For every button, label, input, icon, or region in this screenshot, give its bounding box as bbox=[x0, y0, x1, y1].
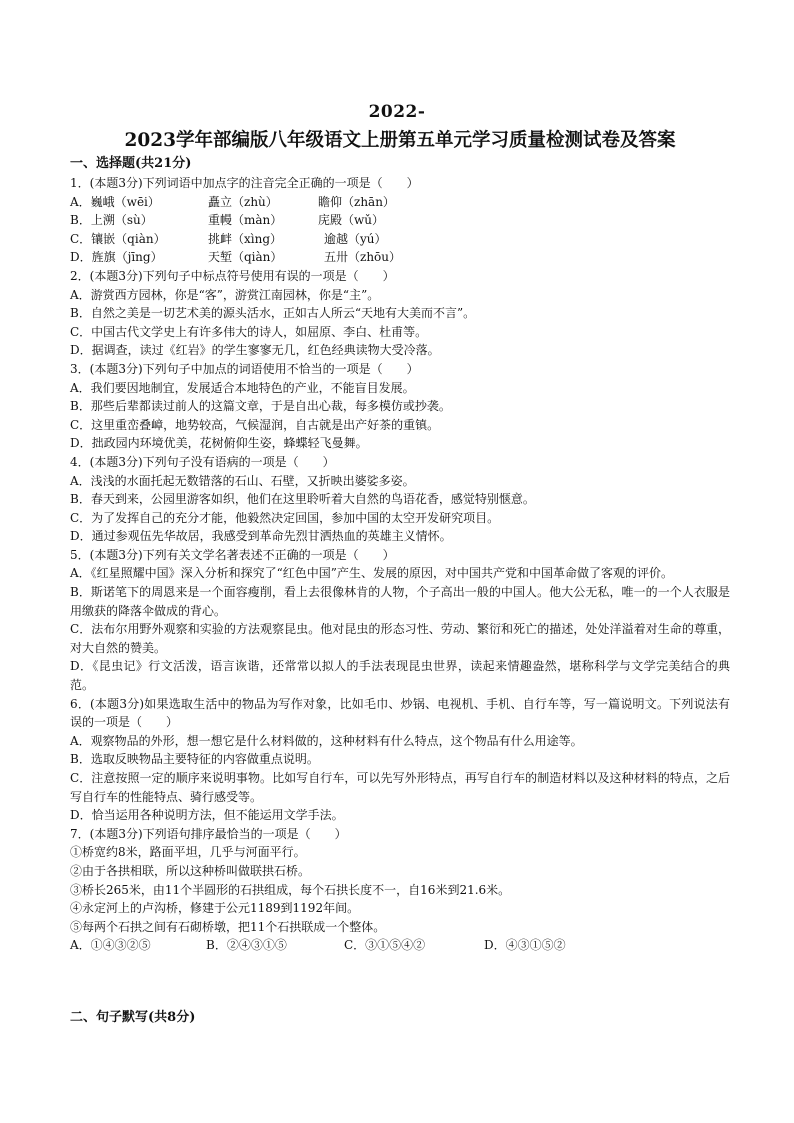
question-5-option-a: A．《红星照耀中国》深入分析和探究了“红色中国”产生、发展的原因，对中国共产党和中国革命做了客观的评价。 bbox=[70, 566, 673, 581]
question-1-option-d bbox=[70, 248, 730, 267]
section-heading-choice: 一、选择题(共21分) bbox=[70, 156, 192, 171]
question-4-option-b: B．春天到来，公园里游客如织，他们在这里聆听着大自然的鸟语花香，感觉特别惬意。 bbox=[70, 492, 535, 507]
option-word: 挑衅（xìng） bbox=[208, 231, 283, 246]
question-6-stem: 6．(本题3分)如果选取生活中的物品为写作对象，比如毛巾、炒锅、电视机、手机、自行车等，写一篇说明文。下列说法有误的一项是（ ） bbox=[70, 696, 730, 730]
question-4-option-c: C．为了发挥自己的充分才能，他毅然决定回国，参加中国的太空开发研究项目。 bbox=[70, 510, 500, 525]
question-4-option-a: A．浅浅的水面托起无数错落的石山、石壁，又折映出婆娑多姿。 bbox=[70, 473, 415, 488]
question-2-option-b: B．自然之美是一切艺术美的源头活水，正如古人所云“天地有大美而不言”。 bbox=[70, 306, 476, 321]
question-7-option-b: B．②④③①⑤ bbox=[206, 938, 287, 953]
question-3-option-c: C．这里重峦叠嶂，地势较高，气候湿润，自古就是出产好茶的重镇。 bbox=[70, 417, 440, 432]
question-5-option-b: B．斯诺笔下的周恩来是一个面容瘦削，看上去很像林肯的人物，个子高出一般的中国人。他大公无私，唯一的一个人衣服是用缴获的降落伞做成的背心。 bbox=[70, 585, 730, 618]
question-5-stem: 5．(本题3分)下列有关文学名著表述不正确的一项是（ ） bbox=[70, 547, 395, 562]
option-word: 矗立（zhù） bbox=[208, 194, 278, 209]
question-2-option-c: C．中国古代文学史上有许多伟大的诗人，如屈原、李白、杜甫等。 bbox=[70, 324, 428, 339]
question-1-option-b bbox=[70, 211, 730, 230]
question-7-sentence-5: ⑤每两个石拱之间有石砌桥墩，把11个石拱联成一个整体。 bbox=[70, 919, 386, 934]
question-4-stem: 4．(本题3分)下列句子没有语病的一项是（ ） bbox=[70, 454, 335, 469]
question-1-stem: 1．(本题3分)下列词语中加点字的注音完全正确的一项是（ ） bbox=[70, 176, 419, 190]
question-3-option-a: A．我们要因地制宜，发展适合本地特色的产业，不能盲目发展。 bbox=[70, 380, 415, 395]
option-word: C．镶嵌（qiàn） bbox=[70, 231, 166, 246]
option-word: 五卅（zhōu） bbox=[324, 250, 402, 265]
page-title-line-1: 2022- bbox=[368, 102, 426, 122]
question-7-option-d: D．④③①⑤② bbox=[484, 938, 566, 953]
section-heading-dictation: 二、句子默写(共8分) bbox=[70, 1010, 196, 1025]
question-2-option-a: A．游赏西方园林，你是“客”，游赏江南园林，你是“主”。 bbox=[70, 287, 380, 302]
question-7-sentence-4: ④永定河上的卢沟桥，修建于公元1189到1192年间。 bbox=[70, 901, 360, 916]
question-7-option-a: A．①④③②⑤ bbox=[70, 938, 151, 953]
question-7-sentence-3: ③桥长265米，由11个半圆形的石拱组成，每个石拱长度不一，自16米到21.6米。 bbox=[70, 882, 511, 897]
question-7-sentence-2: ②由于各拱相联，所以这种桥叫做联拱石桥。 bbox=[70, 863, 311, 878]
question-1-option-c bbox=[70, 230, 730, 249]
question-4-option-d: D．通过参观伍先华故居，我感受到革命先烈甘洒热血的英雄主义情怀。 bbox=[70, 529, 452, 544]
option-word: D．旌旗（jīng） bbox=[70, 250, 163, 265]
question-1-option-a bbox=[70, 193, 730, 212]
option-word: A．巍峨（wēi） bbox=[70, 194, 160, 209]
question-7-options bbox=[70, 936, 730, 955]
question-5-option-c: C．法布尔用野外观察和实验的方法观察昆虫。他对昆虫的形态习性、劳动、繁衍和死亡的描述，处处洋溢着对生命的尊重，对大自然的赞美。 bbox=[70, 622, 730, 655]
question-list bbox=[70, 174, 730, 955]
question-7-stem: 7．(本题3分)下列语句排序最恰当的一项是（ ） bbox=[70, 826, 347, 841]
question-3-stem: 3．(本题3分)下列句子中加点的词语使用不恰当的一项是（ ） bbox=[70, 361, 419, 376]
option-word: 庑殿（wǔ） bbox=[318, 213, 385, 228]
page-title-line-2: 2023学年部编版八年级语文上册第五单元学习质量检测试卷及答案 bbox=[124, 130, 676, 151]
question-2-option-d: D．据调查，读过《红岩》的学生寥寥无几，红色经典读物大受冷落。 bbox=[70, 343, 440, 358]
question-3-option-b: B．那些后辈都读过前人的这篇文章，于是自出心裁，每多模仿或抄袭。 bbox=[70, 399, 451, 414]
question-6-option-d: D．恰当运用各种说明方法，但不能运用文学手法。 bbox=[70, 808, 344, 823]
question-3-option-d: D．拙政园内环境优美，花树俯仰生姿，蜂蝶轻飞曼舞。 bbox=[70, 436, 368, 451]
option-word: 重幔（màn） bbox=[208, 213, 283, 228]
option-word: 逾越（yú） bbox=[324, 231, 387, 246]
option-word: 天堑（qiàn） bbox=[208, 250, 283, 265]
question-2-stem: 2．(本题3分)下列句子中标点符号使用有误的一项是（ ） bbox=[70, 268, 395, 283]
question-7-sentence-1: ①桥宽约8米，路面平坦，几乎与河面平行。 bbox=[70, 845, 306, 860]
option-word: 瞻仰（zhān） bbox=[318, 194, 395, 209]
question-7-option-c: C．③①⑤④② bbox=[344, 938, 426, 953]
question-6-option-b: B．选取反映物品主要特征的内容做重点说明。 bbox=[70, 752, 319, 767]
question-5-option-d: D．《昆虫记》行文活泼，语言诙谐，还常常以拟人的手法表现昆虫世界，读起来情趣盎然，堪称科学与文学完美结合的典范。 bbox=[70, 659, 730, 693]
question-6-option-a: A．观察物品的外形，想一想它是什么材料做的，这种材料有什么特点，这个物品有什么用途等。 bbox=[70, 733, 583, 748]
question-6-option-c: C．注意按照一定的顺序来说明事物。比如写自行车，可以先写外形特点，再写自行车的制造材料以及这种材料的特点，之后写自行车的性能特点、骑行感受等。 bbox=[70, 771, 730, 804]
option-word: B．上溯（sù） bbox=[70, 213, 153, 228]
